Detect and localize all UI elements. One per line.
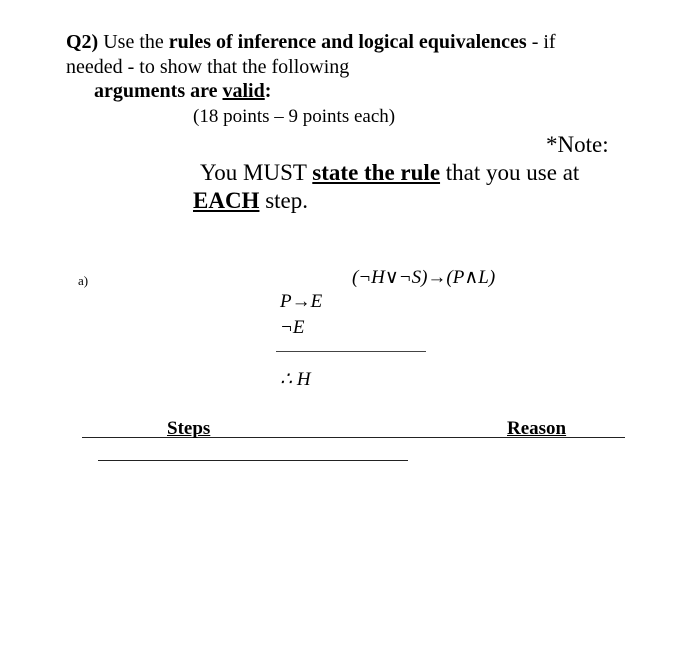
question-line-3-prefix: arguments are <box>94 80 218 102</box>
argument-divider <box>276 351 426 352</box>
question-number: Q2) <box>66 31 99 53</box>
note-each-word: EACH <box>193 188 260 213</box>
question-intro: Use the <box>103 31 164 53</box>
note-state-rule: state the rule <box>312 160 441 185</box>
question-line-3-suffix: : <box>264 80 272 102</box>
note-line-1-suffix: that you use at <box>445 160 580 185</box>
premise-2: P→E <box>280 291 323 312</box>
question-bold-phrase: rules of inference and logical equivalences <box>168 31 527 53</box>
premise-1: (¬H∨¬S)→(P∧L) <box>352 267 496 288</box>
note-line-2-suffix: step. <box>265 188 309 213</box>
note-line-1 <box>200 160 579 186</box>
points-text: (18 points – 9 points each) <box>193 106 396 127</box>
question-line-3 <box>94 80 271 103</box>
question-valid-word: valid <box>222 80 265 102</box>
premise-3: ¬E <box>280 317 305 338</box>
question-after-bold: - if <box>531 31 556 53</box>
part-a-label: a) <box>78 273 89 288</box>
note-line-1-prefix: You MUST <box>200 160 307 185</box>
conclusion: ∴ H <box>280 369 311 390</box>
steps-header: Steps <box>167 418 211 439</box>
question-line-2: needed - to show that the following <box>66 56 350 78</box>
reason-header: Reason <box>507 418 567 439</box>
note-label: *Note: <box>546 132 609 157</box>
note-line-2 <box>193 188 308 214</box>
step-row-rule <box>98 460 408 461</box>
question-line-1 <box>66 31 556 54</box>
